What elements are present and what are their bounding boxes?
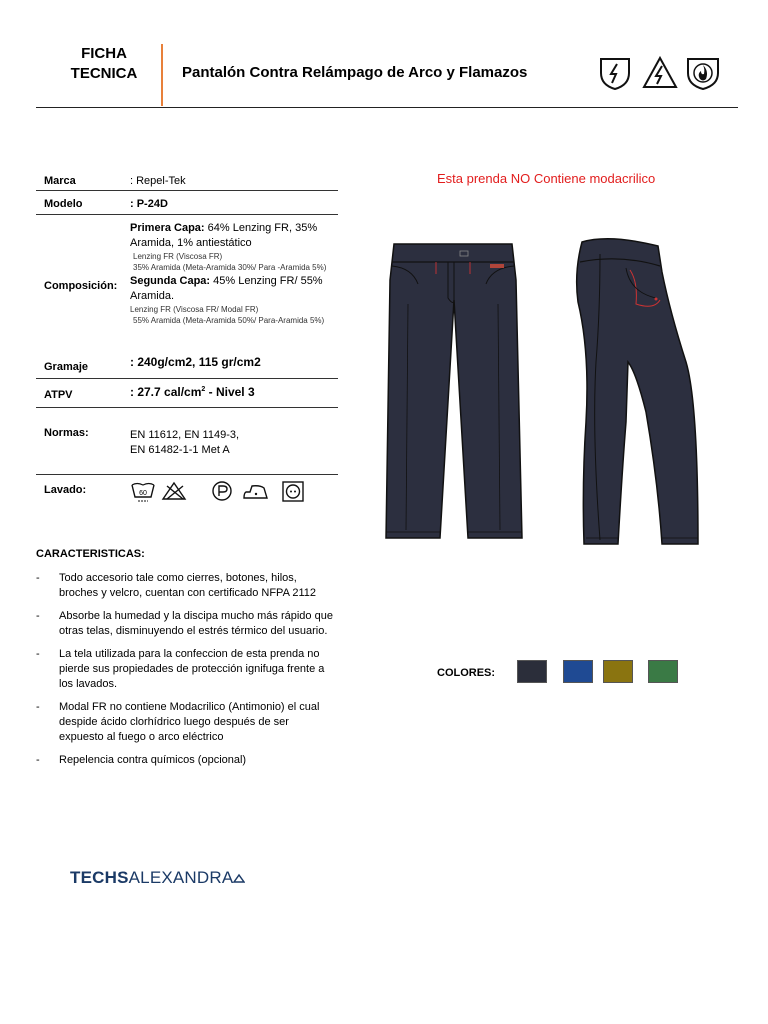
- wash-60-icon: [132, 484, 154, 502]
- modelo-label: Modelo: [44, 198, 83, 210]
- list-item-text: Repelencia contra químicos (opcional): [59, 754, 247, 766]
- marca-label: Marca: [44, 175, 76, 187]
- list-item: - La tela utilizada para la confeccion de esta prenda no pierde sus propiedades de protección ignifuga frente a los lavados.: [36, 648, 325, 690]
- caracteristicas-title: CARACTERISTICAS:: [36, 548, 145, 560]
- row-separator: [36, 474, 338, 475]
- list-item-text: Absorbe la humedad y la discipa mucho más rápido que otras telas, disminuyendo el estrés térmico del usuario.: [59, 610, 333, 637]
- electric-arc-shield-icon: [601, 59, 629, 89]
- normas-label: Normas:: [44, 427, 89, 439]
- segunda-capa: [130, 274, 330, 304]
- color-swatch-olive[interactable]: [603, 660, 633, 683]
- list-item: - Modal FR no contiene Modacrilico (Antimonio) el cual despide ácido clorhídrico luego después de ser expuesto al fuego o arco eléctrico: [36, 701, 320, 743]
- no-bleach-icon: [163, 483, 185, 499]
- colores-label: COLORES:: [437, 667, 496, 679]
- modacrylic-warning: Esta prenda NO Contiene modacrilico: [437, 171, 656, 186]
- tumble-dry-icon: [283, 482, 303, 501]
- gramaje-value: : 240g/cm2, 115 gr/cm2: [130, 355, 261, 369]
- atpv-exponent: 2: [201, 386, 206, 393]
- primera-note-1: Lenzing FR (Viscosa FR): [133, 252, 223, 261]
- atpv-value-main: : 27.7 cal/cm: [130, 385, 202, 399]
- row-separator: [36, 190, 338, 191]
- atpv-value: [130, 385, 255, 399]
- segunda-note-2: 55% Aramida (Meta-Aramida 50%/ Para-Aramida 5%): [133, 316, 325, 325]
- pants-front-illustration: [382, 240, 524, 546]
- logo-light: ALEXANDRA: [128, 868, 234, 887]
- row-separator: [36, 214, 338, 215]
- row-separator: [36, 378, 338, 379]
- sheet-type-label: [36, 44, 172, 84]
- segunda-capa-label: Segunda Capa:: [130, 275, 211, 287]
- logo-mark-icon: [233, 873, 245, 883]
- primera-note-2: 35% Aramida (Meta-Aramida 30%/ Para -Aramida 5%): [133, 263, 327, 272]
- dry-clean-p-icon: [213, 482, 231, 500]
- logo-bold: TECHS: [70, 868, 129, 887]
- atpv-label: ATPV: [44, 389, 73, 401]
- color-swatch-green[interactable]: [648, 660, 678, 683]
- caracteristicas-list: [36, 571, 336, 776]
- segunda-note-1: Lenzing FR (Viscosa FR/ Modal FR): [130, 305, 259, 314]
- normas-line-1: EN 11612, EN 1149-3,: [130, 429, 240, 441]
- pants-side-illustration: [570, 232, 710, 548]
- primera-capa-text: 64% Lenzing FR, 35% Aramida, 1% antiestático: [130, 222, 318, 249]
- marca-value: : Repel-Tek: [130, 175, 186, 187]
- normas-value: [130, 428, 239, 458]
- company-logo: [70, 868, 245, 888]
- product-title: Pantalón Contra Relámpago de Arco y Flamazos: [182, 64, 528, 81]
- care-symbols: [130, 480, 310, 504]
- primera-capa: [130, 221, 330, 251]
- gramaje-label: Gramaje: [44, 361, 89, 373]
- header-divider: [161, 44, 163, 106]
- list-item-text: Todo accesorio tale como cierres, botones, hilos, broches y velcro, cuentan con certificado NFPA 2112: [59, 572, 317, 599]
- list-item: - Repelencia contra químicos (opcional): [36, 754, 247, 766]
- list-item-text: Modal FR no contiene Modacrilico (Antimonio) el cual despide ácido clorhídrico luego después de ser expuesto al fuego o arco eléctrico: [59, 701, 320, 743]
- composicion-label: Composición:: [44, 280, 118, 292]
- row-separator: [36, 407, 338, 408]
- ficha-line: FICHA: [81, 45, 127, 62]
- iron-low-icon: [244, 486, 267, 498]
- color-swatch-navy[interactable]: [517, 660, 547, 683]
- modelo-value: : P-24D: [130, 198, 168, 210]
- segunda-capa-text: 45% Lenzing FR/ 55% Aramida.: [130, 275, 323, 302]
- list-item-text: La tela utilizada para la confeccion de esta prenda no pierde sus propiedades de protección ignifuga frente a los lavados.: [59, 648, 325, 690]
- safety-icons: [598, 55, 723, 91]
- high-voltage-warning-icon: [644, 58, 676, 87]
- wash-temp-label: 60: [139, 490, 147, 497]
- primera-capa-label: Primera Capa:: [130, 222, 205, 234]
- composicion-value: [130, 221, 330, 326]
- header-rule: [36, 107, 738, 108]
- color-swatch-blue[interactable]: [563, 660, 593, 683]
- lavado-label: Lavado:: [44, 484, 87, 496]
- normas-line-2: EN 61482-1-1 Met A: [130, 444, 230, 456]
- flame-shield-icon: [688, 59, 718, 89]
- tecnica-line: TECNICA: [70, 65, 138, 82]
- atpv-value-level: - Nivel 3: [205, 385, 255, 399]
- list-item: - Todo accesorio tale como cierres, botones, hilos, broches y velcro, cuentan con certificado NFPA 2112: [36, 572, 317, 599]
- list-item: - Absorbe la humedad y la discipa mucho más rápido que otras telas, disminuyendo el estrés térmico del usuario.: [36, 610, 333, 637]
